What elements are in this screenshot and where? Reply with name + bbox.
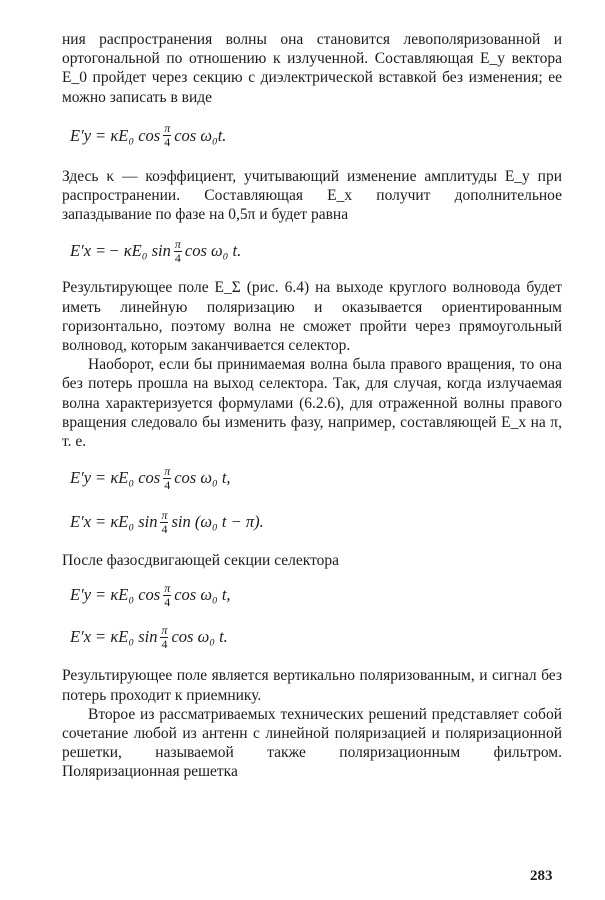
eq2-num: π [174, 236, 181, 251]
paragraph-2: Здесь κ — коэффициент, учитывающий изменение амплитуды E_y при распространении. Составляющая E_x получит дополнительное запаздывание по фазе на 0,5π и будет равна [62, 167, 562, 224]
eq4-fraction [160, 509, 168, 536]
eq5-equals: = [96, 585, 106, 605]
eq1-fraction [163, 122, 171, 149]
paragraph-3: Результирующее поле E_Σ (рис. 6.4) на выходе круглого волновода будет иметь линейную поляризацию и оказывается ориентированным горизонтально, поэтому волна не сможет пройти через прямоугольный волновод, которым заканчивается селектор. [62, 279, 562, 355]
eq5-pre: κE₀ cos [110, 585, 161, 605]
equation-4 [62, 507, 562, 537]
paragraph-7: Второе из рассматриваемых технических решений представляет собой сочетание любой из антенн с линейной поляризацией и поляризационной решетки, называемой также поляризационным фильтром. Поляризационная решетка [62, 705, 562, 781]
eq6-pre: κE₀ sin [110, 627, 158, 647]
eq4-lhs: E′x [70, 512, 92, 532]
paragraph-4: Наоборот, если бы принимаемая волна была правого вращения, то она без потерь прошла на выход селектора. Так, для случая, когда излучаемая волна характеризуется формулами (6.2.6), для отраженной волны правого вращения следовало бы изменить фазу, например, составляющей E_x на π, т. е. [62, 356, 562, 451]
eq6-lhs: E′x [70, 627, 92, 647]
eq2-fraction [174, 238, 182, 265]
paragraph-6: Результирующее поле является вертикально поляризованным, и сигнал без потерь проходит к приемнику. [62, 667, 562, 704]
eq1-den: 4 [164, 135, 171, 150]
equation-3 [62, 463, 562, 493]
paragraph-5: После фазосдвигающей секции селектора [62, 552, 340, 570]
eq3-lhs: E′y [70, 468, 92, 488]
eq5-lhs: E′y [70, 585, 92, 605]
eq5-den: 4 [164, 594, 171, 609]
eq2-post: cos ω₀ t. [184, 241, 242, 261]
eq6-den: 4 [161, 636, 168, 651]
eq4-num: π [161, 507, 168, 522]
eq4-pre: κE₀ sin [110, 512, 158, 532]
eq3-num: π [164, 463, 171, 478]
eq1-equals: = [96, 125, 106, 145]
eq1-num: π [164, 121, 171, 136]
eq3-fraction [163, 465, 171, 492]
equation-2 [62, 236, 562, 266]
eq6-equals: = [96, 627, 106, 647]
eq5-post: cos ω₀ t, [174, 585, 231, 605]
page-body [62, 30, 562, 782]
paragraph-1: ния распространения волны она становится левополяризованной и ортогональной по отношению к излученной. Составляющая E_y вектора E_0 пройдет через секцию с диэлектрической вставкой без изменения; ее можно записать в виде [62, 31, 562, 106]
eq3-den: 4 [164, 477, 171, 492]
eq1-lhs: E′y [70, 125, 92, 145]
eq4-equals: = [96, 512, 106, 532]
eq5-fraction [163, 582, 171, 609]
equation-6 [62, 622, 562, 652]
eq1-post: cos ω₀t. [174, 125, 227, 145]
eq3-equals: = [96, 468, 106, 488]
eq4-post: sin (ω₀ t − π). [171, 512, 264, 532]
eq1-pre: κE₀ cos [110, 125, 161, 145]
eq3-post: cos ω₀ t, [174, 468, 231, 488]
equation-5 [62, 580, 562, 610]
eq6-num: π [161, 622, 168, 637]
eq2-equals: = − [96, 241, 119, 261]
eq2-lhs: E′x [70, 241, 92, 261]
eq6-post: cos ω₀ t. [171, 627, 228, 647]
equation-1 [62, 121, 562, 151]
eq5-num: π [164, 580, 171, 595]
eq2-den: 4 [174, 250, 181, 265]
page-number: 283 [530, 868, 553, 884]
eq3-pre: κE₀ cos [110, 468, 161, 488]
eq6-fraction [160, 624, 168, 651]
eq2-pre: κE₀ sin [123, 241, 171, 261]
eq4-den: 4 [161, 521, 168, 536]
